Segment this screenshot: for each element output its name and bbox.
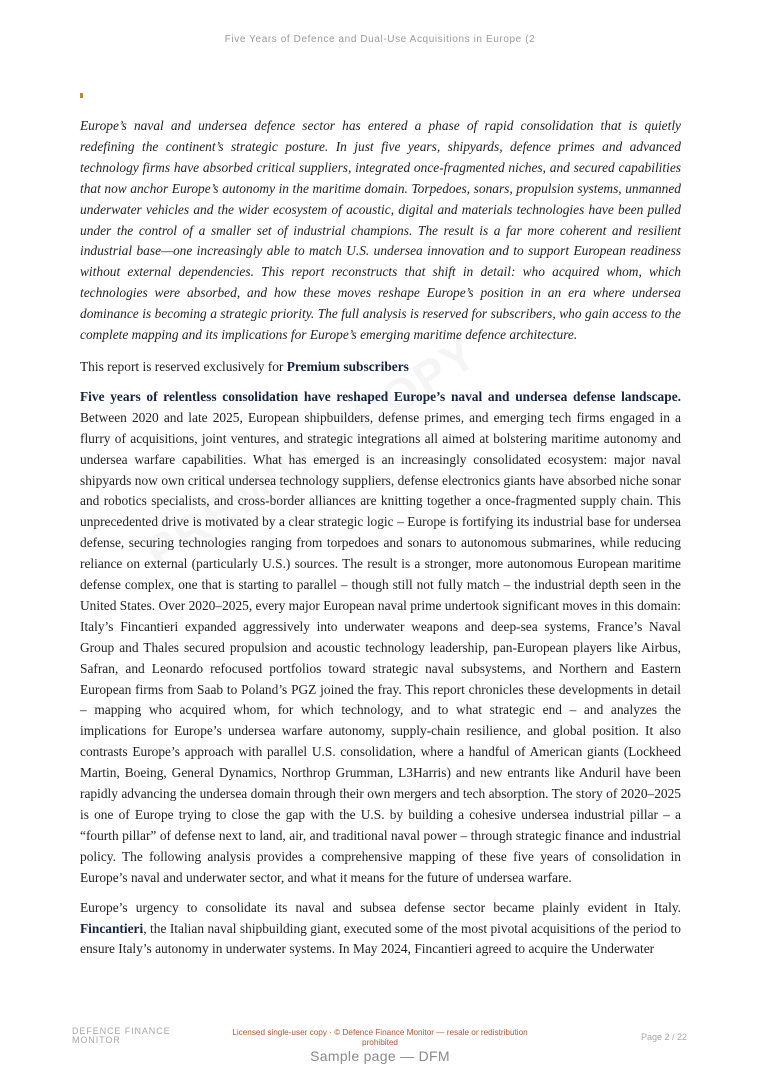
abstract-paragraph: Europe’s naval and undersea defence sector has entered a phase of rapid consolidation that is quietly redefining the continent’s strategic posture. In just five years, shipyards, defence primes and advanced technology firms have absorbed critical suppliers, integrated once-fragmented niches, and secured capabilities that now anchor Europe’s autonomy in the maritime domain. Torpedoes, sonars, propulsion systems, unmanned underwater vehicles and the wider ecosystem of acoustic, digital and materials technologies have been pulled under the control of a smaller set of industrial champions. The result is a far more coherent and resilient industrial base—one increasingly able to match U.S. undersea innovation and to support European readiness without external dependencies. This report reconstructs that shift in detail: who acquired whom, which technologies were absorbed, and how these moves reshape Europe’s position in an era where undersea dominance is becoming a strategic priority. The full analysis is reserved for subscribers, who gain access to the complete mapping and its implications for Europe’s emerging maritime defence architecture. [80, 118, 681, 343]
footer-license [225, 1028, 535, 1047]
lead-sentence: Five years of relentless consolidation have reshaped Europe’s naval and undersea defense landscape. [80, 388, 681, 404]
accent-mark [80, 93, 83, 98]
footer-brand-line1: DEFENCE FINANCE [72, 1026, 171, 1036]
body-paragraph-1 [80, 387, 681, 889]
body-paragraph-2-intro: Europe’s urgency to consolidate its naval and subsea defense sector became plainly evident in Italy. [80, 899, 681, 915]
running-header: Five Years of Defence and Dual-Use Acquisitions in Europe (2 [224, 34, 536, 45]
body-paragraph-2 [80, 898, 681, 961]
footer-license-line1: Licensed single-user copy · © Defence Finance Monitor — resale or redistribution [232, 1028, 528, 1037]
footer-license-line2: prohibited [362, 1037, 398, 1047]
subscriber-notice [80, 357, 681, 378]
subscriber-notice-text: This report is reserved exclusively for [80, 358, 287, 374]
body-paragraph-1-text: Between 2020 and late 2025, European shipbuilders, defense primes, and emerging tech firms engaged in a flurry of acquisitions, joint ventures, and strategic integrations all aimed at bolstering maritime autonomy and undersea warfare capabilities. What has emerged is an increasingly consolidated ecosystem: major naval shipyards now own critical undersea technology suppliers, defense electronics giants have absorbed niche sonar and robotics specialists, and cross-border alliances are knitting together a once-fragmented supply chain. This unprecedented drive is motivated by a clear strategic logic – Europe is fortifying its industrial base for undersea defense, securing technologies ranging from torpedoes and sonars to autonomous submarines, while reducing reliance on external (particularly U.S.) sources. The result is a stronger, more autonomous European maritime defense complex, one that is starting to parallel – though still not fully match – the industrial depth seen in the United States. Over 2020–2025, every major European naval prime undertook significant moves in this domain: Italy’s Fincantieri expanded aggressively into underwater weapons and deep-sea systems, France’s Naval Group and Thales secured propulsion and acoustic technology leadership, pan-European players like Airbus, Safran, and Leonardo refocused portfolios toward strategic naval subsystems, and Northern and Eastern European firms from Saab to Poland’s PGZ joined the fray. This report chronicles these developments in detail – mapping who acquired whom, for which technology, and to what strategic end – and analyzes the implications for Europe’s undersea warfare autonomy, supply-chain resilience, and global position. It also contrasts Europe’s approach with parallel U.S. consolidation, where a handful of American giants (Lockheed Martin, Boeing, General Dynamics, Northrop Grumman, L3Harris) and new entrants like Anduril have been rapidly advancing the undersea domain through their own mergers and tech absorption. The story of 2020–2025 is one of Europe trying to close the gap with the U.S. by building a cohesive undersea industrial pillar – a “fourth pillar” of defense next to land, air, and traditional naval power – through strategic finance and industrial policy. The following analysis provides a comprehensive mapping of these five years of consolidation in Europe’s naval and underwater sector, and what it means for the future of undersea warfare. [80, 409, 681, 885]
body-paragraph-2-text: , the Italian naval shipbuilding giant, executed some of the most pivotal acquisitions of the period to ensure Italy’s autonomy in underwater systems. In May 2024, Fincantieri agreed to acquire the Underwater [80, 920, 681, 957]
page-content [80, 116, 681, 960]
sample-caption: Sample page — DFM [310, 1048, 450, 1064]
premium-subscribers-label: Premium subscribers [286, 358, 409, 374]
footer-brand-line2: MONITOR [72, 1035, 121, 1045]
company-name-fincantieri: Fincantieri [80, 920, 144, 936]
page-number: Page 2 / 22 [640, 1032, 687, 1042]
footer-brand [72, 1027, 171, 1045]
